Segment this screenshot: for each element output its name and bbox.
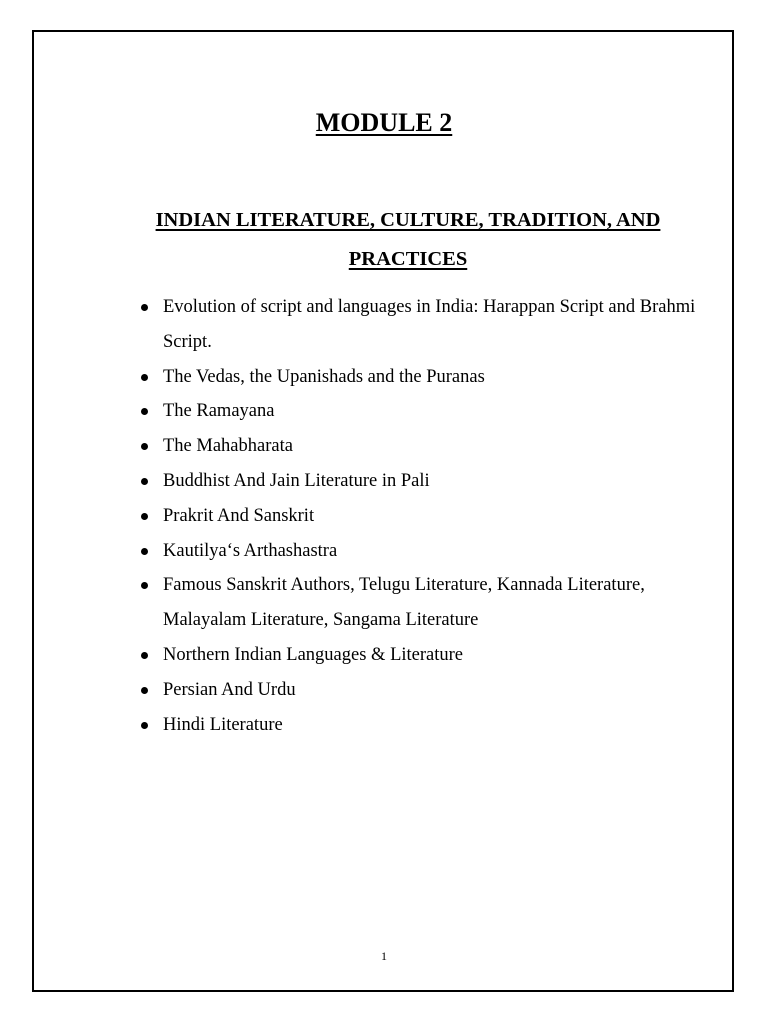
section-heading-line-2: PRACTICES — [348, 248, 468, 270]
topic-item: The Vedas, the Upanishads and the Puranas — [132, 360, 707, 395]
topic-item: Kautilya‘s Arthashastra — [132, 534, 707, 569]
topic-item: Buddhist And Jain Literature in Pali — [132, 464, 707, 499]
topic-item: The Ramayana — [132, 394, 707, 429]
topic-item: Persian And Urdu — [132, 673, 707, 708]
page-number: 1 — [381, 949, 387, 963]
section-heading — [118, 201, 698, 279]
topic-item: Evolution of script and languages in India: Harappan Script and Brahmi Script. — [132, 290, 707, 360]
topic-item: Northern Indian Languages & Literature — [132, 638, 707, 673]
topic-item: The Mahabharata — [132, 429, 707, 464]
topic-item: Hindi Literature — [132, 708, 707, 743]
topic-item: Prakrit And Sanskrit — [132, 499, 707, 534]
topic-list — [132, 290, 707, 742]
section-heading-line-1: INDIAN LITERATURE, CULTURE, TRADITION, AND — [155, 209, 661, 231]
topic-item: Famous Sanskrit Authors, Telugu Literature, Kannada Literature, Malayalam Literature, Sangama Literature — [132, 568, 707, 638]
module-title: MODULE 2 — [315, 108, 453, 137]
